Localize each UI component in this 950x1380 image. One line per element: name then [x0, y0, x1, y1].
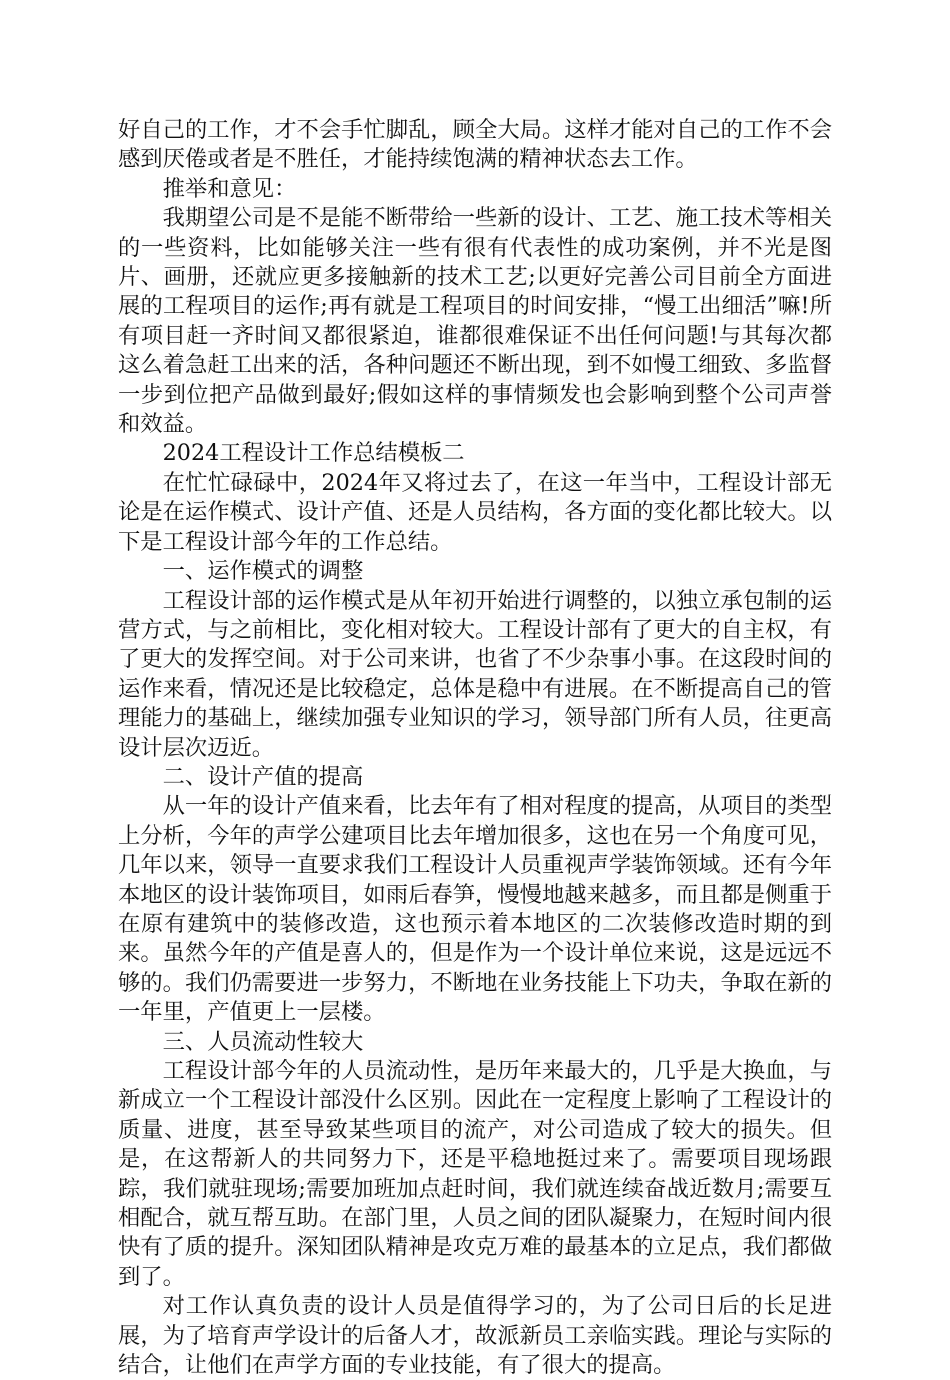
paragraph-operation-mode: 工程设计部的运作模式是从年初开始进行调整的，以独立承包制的运营方式，与之前相比，变化相对较大。工程设计部有了更大的自主权，有了更大的发挥空间。对于公司来讲，也省了不少杂事小事。在这段时间的运作来看，情况还是比较稳定，总体是稳中有进展。在不断提高自己的管理能力的基础上，继续加强专业知识的学习，领导部门所有人员，往更高设计层次迈近。 [118, 587, 832, 761]
heading-operation-mode: 一、运作模式的调整 [162, 558, 364, 585]
paragraph-design-output: 从一年的设计产值来看，比去年有了相对程度的提高，从项目的类型上分析，今年的声学公建项目比去年增加很多，这也在另一个角度可见，几年以来，领导一直要求我们工程设计人员重视声学装饰领域。还有今年本地区的设计装饰项目，如雨后春笋，慢慢地越来越多，而且都是侧重于在原有建筑中的装修改造，这也预示着本地区的二次装修改造时期的到来。虽然今年的产值是喜人的，但是作为一个设计单位来说，这是远远不够的。我们仍需要进一步努力，不断地在业务技能上下功夫，争取在新的一年里，产值更上一层楼。 [118, 793, 832, 1026]
paragraph-staff-turnover: 工程设计部今年的人员流动性，是历年来最大的，几乎是大换血，与新成立一个工程设计部没什么区别。因此在一定程度上影响了工程设计的质量、进度，甚至导致某些项目的流产，对公司造成了较大的损失。但是，在这帮新人的共同努力下，还是平稳地挺过来了。需要项目现场跟踪，我们就驻现场;需要加班加点赶时间，我们就连续奋战近数月;需要互相配合，就互帮互助。在部门里，人员之间的团队凝聚力，在短时间内很快有了质的提升。深知团队精神是攻克万难的最基本的立足点，我们都做到了。 [118, 1058, 832, 1290]
heading-suggestions: 推举和意见： [162, 175, 297, 202]
paragraph-intro: 在忙忙碌碌中，2024年又将过去了，在这一年当中，工程设计部无论是在运作模式、设计产值、还是人员结构，各方面的变化都比较大。以下是工程设计部今年的工作总结。 [118, 469, 832, 555]
heading-staff-turnover: 三、人员流动性较大 [162, 1028, 364, 1055]
paragraph-training: 对工作认真负责的设计人员是值得学习的，为了公司日后的长足进展，为了培育声学设计的后备人才，故派新员工亲临实践。理论与实际的结合，让他们在声学方面的专业技能，有了很大的提高。 [118, 1293, 832, 1379]
section-title: 2024工程设计工作总结模板二 [162, 440, 465, 467]
heading-design-output: 二、设计产值的提高 [162, 763, 364, 790]
paragraph-continuation: 好自己的工作，才不会手忙脚乱，顾全大局。这样才能对自己的工作不会感到厌倦或者是不胜任，才能持续饱满的精神状态去工作。 [118, 117, 832, 173]
paragraph-suggestions: 我期望公司是不是能不断带给一些新的设计、工艺、施工技术等相关的一些资料，比如能够关注一些有很有代表性的成功案例，并不光是图片、画册，还就应更多接触新的技术工艺;以更好完善公司目前全方面进展的工程项目的运作;再有就是工程项目的时间安排，“慢工出细活”嘛!所有项目赶一齐时间又都很紧迫，谁都很难保证不出任何问题!与其每次都这么着急赶工出来的活，各种问题还不断出现，到不如慢工细致、多监督一步到位把产品做到最好;假如这样的事情频发也会影响到整个公司声誉和效益。 [118, 205, 832, 438]
document-body [118, 116, 832, 1380]
